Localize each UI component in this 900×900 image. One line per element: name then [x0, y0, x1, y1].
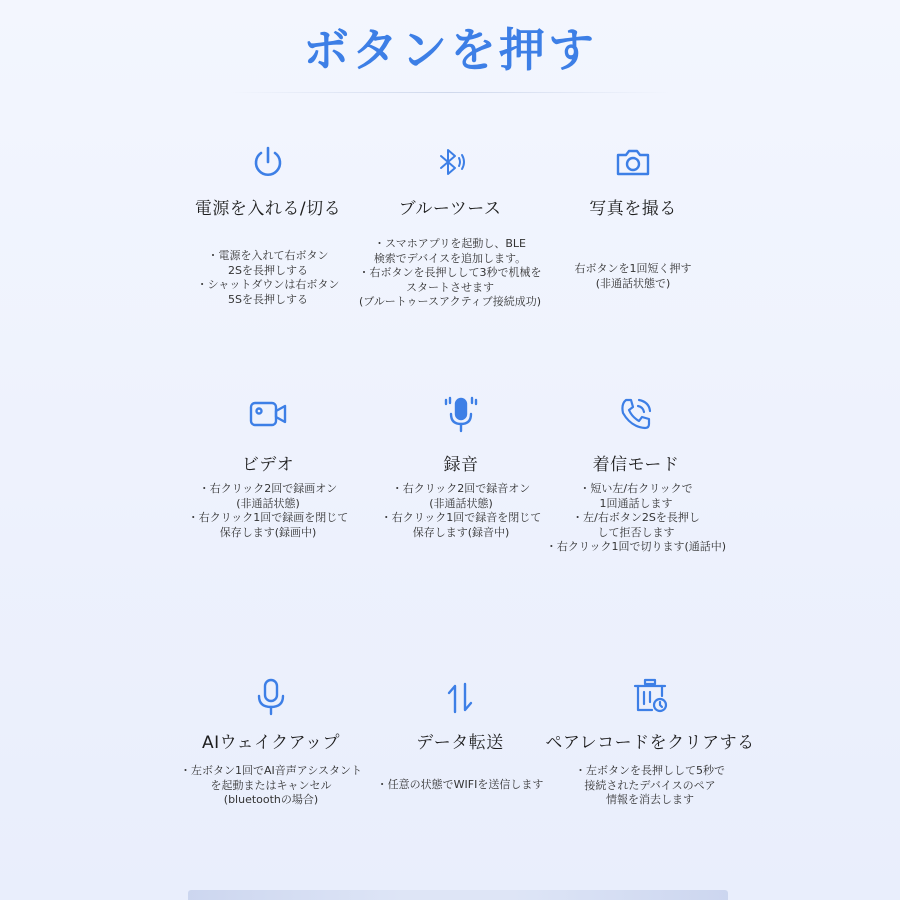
microphone-recording-icon — [437, 390, 485, 438]
feature-label: 写真を撮る — [589, 199, 677, 219]
feature-label: ビデオ — [241, 455, 295, 475]
bluetooth-icon — [426, 138, 474, 186]
clear-record-icon — [626, 672, 674, 720]
feature-label: AIウェイクアップ — [202, 733, 340, 753]
phone-ringing-icon — [612, 390, 660, 438]
feature-description: ・電源を入れて右ボタン 2Sを長押しする ・シャットダウンは右ボタン 5Sを長押しする — [196, 249, 340, 306]
feature-label: データ転送 — [416, 733, 504, 753]
camera-icon — [609, 138, 657, 186]
feature-description: ・スマホアプリを起動し、BLE 検索でデバイスを追加します。 ・右ボタンを長押しして3秒で机械を スタートさせます (ブルートゥースアクティブ接続成功) — [358, 237, 542, 308]
feature-label: 着信モード — [592, 455, 680, 475]
feature-label: ブルーツース — [398, 199, 502, 219]
title-divider — [230, 92, 670, 93]
feature-label: ペアレコードをクリアする — [545, 733, 755, 753]
feature-description: ・左ボタンを長押しして5秒で 接続されたデバイスのペア 情報を消去します — [575, 764, 725, 806]
video-camera-icon — [244, 390, 292, 438]
bottom-decoration — [188, 890, 728, 900]
microphone-icon — [247, 672, 295, 720]
power-icon — [244, 138, 292, 186]
transfer-arrows-icon — [436, 674, 484, 722]
feature-label: 録音 — [443, 455, 479, 475]
feature-description: ・右クリック2回で録音オン (非通話状態) ・右クリック1回で録音を閉じて 保存します(録音中) — [380, 482, 542, 539]
feature-label: 電源を入れる/切る — [194, 199, 342, 219]
feature-description: ・左ボタン1回でAI音声アシスタント を起動またはキャンセル (bluetoothの場合) — [180, 764, 362, 806]
page-title: ボタンを押す — [303, 23, 597, 77]
feature-description: ・任意の状態でWIFIを送信します — [376, 778, 544, 791]
feature-description: ・短い左/右クリックで 1回通話します ・左/右ボタン2Sを長押し して拒否します ・右クリック1回で切ります(通話中) — [545, 482, 727, 553]
feature-description: 右ボタンを1回短く押す (非通話状態で) — [574, 262, 692, 290]
feature-description: ・右クリック2回で録画オン (非通話状態) ・右クリック1回で録画を閉じて 保存します(録画中) — [187, 482, 349, 539]
